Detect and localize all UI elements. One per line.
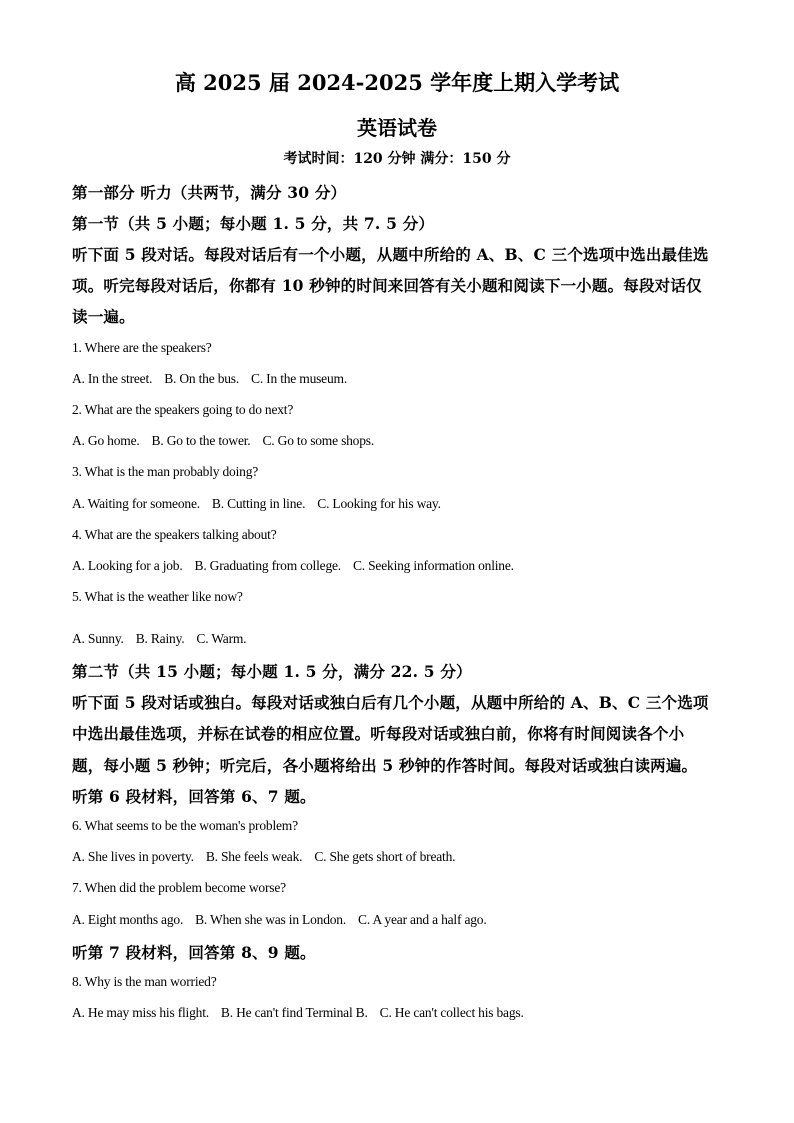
- section2-instruction-line-1: 听下面 5 段对话或独白。每段对话或独白后有几个小题，从题中所给的 A、B、C 三个选项: [72, 693, 709, 712]
- section2-instruction-line-2: 中选出最佳选项，并标在试卷的相应位置。听每段对话或独白前，你将有时间阅读各个小: [72, 724, 685, 743]
- option-c: C. She gets short of breath.: [314, 849, 456, 864]
- option-a: A. She lives in poverty.: [72, 849, 194, 864]
- question-options: [72, 631, 246, 647]
- option-b: B. Rainy.: [135, 631, 185, 646]
- question-options: [72, 1005, 524, 1021]
- option-a: A. Eight months ago.: [72, 912, 184, 927]
- exam-subtitle: 英语试卷: [357, 116, 437, 140]
- question-stem: 5. What is the weather like now?: [72, 589, 243, 604]
- question-stem: 4. What are the speakers talking about?: [72, 527, 277, 542]
- option-a: A. In the street.: [72, 371, 153, 386]
- section2-heading: 第二节（共 15 小题；每小题 1. 5 分，满分 22. 5 分）: [72, 662, 472, 681]
- option-c: C. Warm.: [196, 631, 247, 646]
- option-a: A. He may miss his flight.: [72, 1005, 209, 1020]
- material-6-heading: 听第 6 段材料，回答第 6、7 题。: [72, 787, 316, 806]
- option-c: C. Seeking information online.: [352, 558, 514, 573]
- question-options: [72, 496, 441, 512]
- question-stem: 8. Why is the man worried?: [72, 974, 217, 989]
- question-stem: 6. What seems to be the woman's problem?: [72, 818, 298, 833]
- section2-instruction-line-3: 题，每小题 5 秒钟；听完后，各小题将给出 5 秒钟的作答时间。每段对话或独白读两遍。: [72, 756, 698, 775]
- exam-time-score: 考试时间：120 分钟 满分：150 分: [283, 151, 511, 167]
- section1-instruction-line-1: 听下面 5 段对话。每段对话后有一个小题，从题中所给的 A、B、C 三个选项中选出最佳选: [72, 245, 709, 264]
- option-a: A. Waiting for someone.: [72, 496, 200, 511]
- option-c: C. Go to some shops.: [262, 433, 375, 448]
- question-options: [72, 849, 455, 865]
- option-c: C. A year and a half ago.: [358, 912, 487, 927]
- section1-instruction-line-3: 读一遍。: [72, 307, 135, 326]
- part1-heading: 第一部分 听力（共两节，满分 30 分）: [72, 183, 347, 202]
- question-options: [72, 433, 374, 449]
- question-stem: 3. What is the man probably doing?: [72, 464, 259, 479]
- option-b: B. Graduating from college.: [194, 558, 341, 573]
- question-options: [72, 912, 487, 928]
- option-b: B. Go to the tower.: [151, 433, 251, 448]
- material-7-heading: 听第 7 段材料，回答第 8、9 题。: [72, 943, 316, 962]
- option-b: B. On the bus.: [164, 371, 240, 386]
- question-stem: 2. What are the speakers going to do next?: [72, 402, 294, 417]
- option-b: B. She feels weak.: [205, 849, 303, 864]
- option-c: C. In the museum.: [251, 371, 347, 386]
- section1-heading: 第一节（共 5 小题；每小题 1. 5 分，共 7. 5 分）: [72, 214, 435, 233]
- section1-instruction-line-2: 项。听完每段对话后，你都有 10 秒钟的时间来回答有关小题和阅读下一小题。每段对话仅: [72, 276, 702, 295]
- exam-title: 高 2025 届 2024-2025 学年度上期入学考试: [174, 70, 620, 95]
- option-a: A. Go home.: [72, 433, 140, 448]
- question-stem: 1. Where are the speakers?: [72, 340, 212, 355]
- option-b: B. He can't find Terminal B.: [220, 1005, 368, 1020]
- question-stem: 7. When did the problem become worse?: [72, 880, 286, 895]
- option-c: C. He can't collect his bags.: [379, 1005, 524, 1020]
- option-c: C. Looking for his way.: [317, 496, 441, 511]
- option-a: A. Looking for a job.: [72, 558, 183, 573]
- option-b: B. When she was in London.: [195, 912, 347, 927]
- option-b: B. Cutting in line.: [211, 496, 306, 511]
- question-options: [72, 371, 347, 387]
- question-options: [72, 558, 514, 574]
- option-a: A. Sunny.: [72, 631, 124, 646]
